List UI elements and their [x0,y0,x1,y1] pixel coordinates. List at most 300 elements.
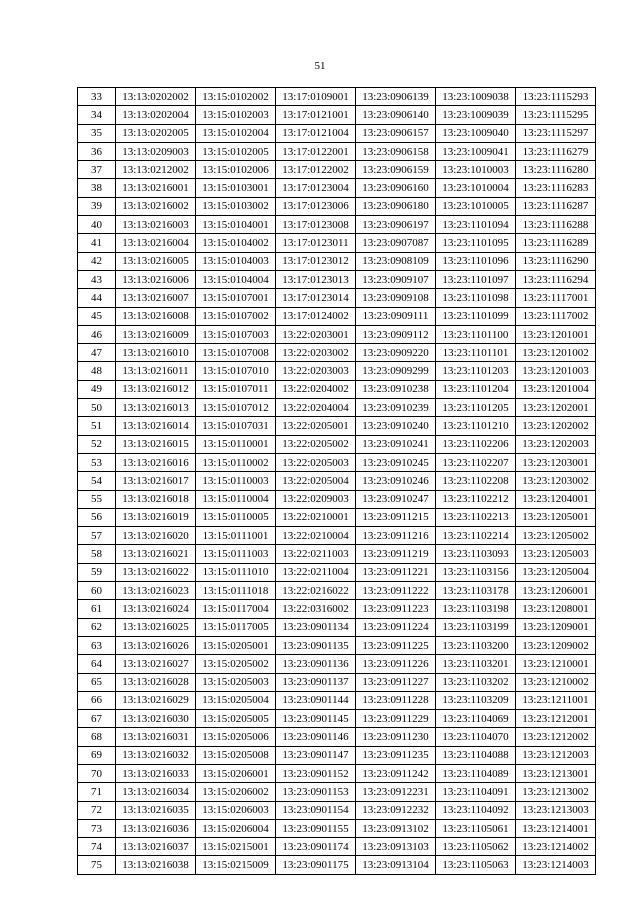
row-number-cell: 61 [78,600,116,618]
cadastral-number-cell: 13:23:1116280 [516,161,596,179]
cadastral-number-cell: 13:23:0911226 [356,655,436,673]
row-number-cell: 36 [78,142,116,160]
table-row [78,582,596,600]
cadastral-number-cell: 13:23:1105063 [436,856,516,874]
cadastral-number-cell: 13:22:0210004 [276,527,356,545]
cadastral-number-cell: 13:15:0107012 [196,399,276,417]
row-number-cell: 54 [78,472,116,490]
cadastral-number-cell: 13:13:0216026 [116,636,196,654]
cadastral-number-cell: 13:22:0316002 [276,600,356,618]
cadastral-number-cell: 13:23:1009039 [436,106,516,124]
cadastral-number-cell: 13:22:0210001 [276,508,356,526]
cadastral-number-cell: 13:23:0909108 [356,289,436,307]
cadastral-number-cell: 13:23:0911223 [356,600,436,618]
cadastral-number-cell: 13:13:0216015 [116,435,196,453]
cadastral-number-cell: 13:23:0906140 [356,106,436,124]
cadastral-number-cell: 13:23:1205002 [516,527,596,545]
row-number-cell: 37 [78,161,116,179]
cadastral-number-cell: 13:23:0906157 [356,124,436,142]
cadastral-number-cell: 13:15:0205002 [196,655,276,673]
cadastral-number-cell: 13:23:0911228 [356,691,436,709]
row-number-cell: 35 [78,124,116,142]
cadastral-number-cell: 13:15:0205001 [196,636,276,654]
cadastral-number-cell: 13:23:1210001 [516,655,596,673]
cadastral-number-cell: 13:13:0216018 [116,490,196,508]
cadastral-number-cell: 13:23:1101095 [436,234,516,252]
cadastral-number-cell: 13:23:1116294 [516,270,596,288]
cadastral-number-cell: 13:23:1116287 [516,197,596,215]
cadastral-number-cell: 13:23:1201002 [516,344,596,362]
cadastral-number-cell: 13:23:1214001 [516,819,596,837]
cadastral-number-cell: 13:23:1101094 [436,216,516,234]
cadastral-number-cell: 13:23:0911221 [356,563,436,581]
cadastral-number-cell: 13:23:1211001 [516,691,596,709]
table-row [78,563,596,581]
table-row [78,344,596,362]
table-row [78,234,596,252]
cadastral-number-cell: 13:15:0107011 [196,380,276,398]
table-row [78,673,596,691]
cadastral-number-cell: 13:13:0216029 [116,691,196,709]
table-row [78,783,596,801]
cadastral-number-cell: 13:15:0107031 [196,417,276,435]
table-row [78,838,596,856]
table-row [78,453,596,471]
table-row [78,710,596,728]
table-row [78,490,596,508]
cadastral-number-cell: 13:22:0203002 [276,344,356,362]
cadastral-number-cell: 13:23:1101210 [436,417,516,435]
table-row [78,728,596,746]
cadastral-number-cell: 13:15:0102002 [196,88,276,106]
row-number-cell: 39 [78,197,116,215]
cadastral-number-cell: 13:13:0216033 [116,764,196,782]
table-row [78,801,596,819]
table-row [78,289,596,307]
cadastral-number-cell: 13:23:1213003 [516,801,596,819]
cadastral-number-cell: 13:13:0212002 [116,161,196,179]
row-number-cell: 63 [78,636,116,654]
cadastral-number-cell: 13:15:0111001 [196,527,276,545]
cadastral-number-cell: 13:23:1201001 [516,325,596,343]
cadastral-number-cell: 13:23:1103199 [436,618,516,636]
row-number-cell: 72 [78,801,116,819]
cadastral-number-cell: 13:13:0216006 [116,270,196,288]
cadastral-number-cell: 13:15:0110005 [196,508,276,526]
cadastral-number-cell: 13:23:1213001 [516,764,596,782]
cadastral-number-cell: 13:23:1206001 [516,582,596,600]
table-row [78,764,596,782]
cadastral-number-cell: 13:23:0913102 [356,819,436,837]
cadastral-number-cell: 13:13:0216011 [116,362,196,380]
cadastral-number-cell: 13:23:0906160 [356,179,436,197]
cadastral-number-cell: 13:23:1202001 [516,399,596,417]
cadastral-number-cell: 13:23:1208001 [516,600,596,618]
table-row [78,161,596,179]
cadastral-number-cell: 13:23:1102213 [436,508,516,526]
cadastral-number-cell: 13:23:0909220 [356,344,436,362]
cadastral-number-cell: 13:15:0117004 [196,600,276,618]
cadastral-number-cell: 13:22:0204002 [276,380,356,398]
row-number-cell: 42 [78,252,116,270]
cadastral-number-cell: 13:23:0912232 [356,801,436,819]
cadastral-number-cell: 13:23:1105062 [436,838,516,856]
cadastral-number-cell: 13:13:0216023 [116,582,196,600]
cadastral-number-cell: 13:13:0216007 [116,289,196,307]
table-body [78,88,596,875]
table-row [78,307,596,325]
cadastral-number-cell: 13:23:0901153 [276,783,356,801]
cadastral-number-cell: 13:23:0911222 [356,582,436,600]
row-number-cell: 69 [78,746,116,764]
table-row [78,600,596,618]
cadastral-number-cell: 13:23:1102212 [436,490,516,508]
row-number-cell: 38 [78,179,116,197]
cadastral-number-cell: 13:23:1116279 [516,142,596,160]
cadastral-number-cell: 13:23:1116288 [516,216,596,234]
cadastral-number-cell: 13:13:0202005 [116,124,196,142]
cadastral-number-cell: 13:15:0205006 [196,728,276,746]
cadastral-number-cell: 13:23:1102207 [436,453,516,471]
cadastral-number-cell: 13:13:0216027 [116,655,196,673]
cadastral-number-cell: 13:23:1104069 [436,710,516,728]
table-row [78,325,596,343]
cadastral-number-cell: 13:15:0205005 [196,710,276,728]
row-number-cell: 64 [78,655,116,673]
cadastral-number-cell: 13:13:0216019 [116,508,196,526]
cadastral-number-cell: 13:15:0107001 [196,289,276,307]
cadastral-number-cell: 13:13:0216038 [116,856,196,874]
cadastral-number-cell: 13:13:0216017 [116,472,196,490]
row-number-cell: 68 [78,728,116,746]
cadastral-number-cell: 13:23:0911224 [356,618,436,636]
cadastral-number-cell: 13:23:1201003 [516,362,596,380]
cadastral-number-cell: 13:23:0901155 [276,819,356,837]
cadastral-number-cell: 13:23:1103156 [436,563,516,581]
cadastral-number-cell: 13:17:0123004 [276,179,356,197]
cadastral-number-cell: 13:23:0912231 [356,783,436,801]
row-number-cell: 33 [78,88,116,106]
cadastral-number-cell: 13:17:0123012 [276,252,356,270]
cadastral-number-cell: 13:15:0110004 [196,490,276,508]
cadastral-number-cell: 13:23:1101100 [436,325,516,343]
cadastral-number-cell: 13:15:0103002 [196,197,276,215]
cadastral-number-cell: 13:22:0204004 [276,399,356,417]
table-row [78,435,596,453]
cadastral-number-cell: 13:22:0203001 [276,325,356,343]
cadastral-number-cell: 13:15:0206004 [196,819,276,837]
cadastral-number-cell: 13:13:0216014 [116,417,196,435]
cadastral-number-cell: 13:15:0206002 [196,783,276,801]
cadastral-number-cell: 13:13:0216020 [116,527,196,545]
table-row [78,362,596,380]
row-number-cell: 34 [78,106,116,124]
cadastral-number-cell: 13:13:0216028 [116,673,196,691]
cadastral-number-cell: 13:13:0209003 [116,142,196,160]
table-row [78,124,596,142]
cadastral-number-cell: 13:23:0911215 [356,508,436,526]
cadastral-number-cell: 13:23:1115295 [516,106,596,124]
table-row [78,142,596,160]
cadastral-number-cell: 13:23:1212001 [516,710,596,728]
table-row [78,252,596,270]
cadastral-number-cell: 13:15:0111010 [196,563,276,581]
cadastral-number-cell: 13:23:1102214 [436,527,516,545]
table-row [78,856,596,874]
cadastral-number-cell: 13:15:0107003 [196,325,276,343]
row-number-cell: 65 [78,673,116,691]
cadastral-number-cell: 13:23:1103093 [436,545,516,563]
cadastral-number-cell: 13:23:0911229 [356,710,436,728]
cadastral-number-cell: 13:13:0216004 [116,234,196,252]
cadastral-number-cell: 13:23:0913104 [356,856,436,874]
cadastral-number-cell: 13:23:1101204 [436,380,516,398]
cadastral-number-cell: 13:23:1104092 [436,801,516,819]
cadastral-number-cell: 13:23:0909111 [356,307,436,325]
cadastral-number-cell: 13:23:1205004 [516,563,596,581]
cadastral-number-cell: 13:13:0216036 [116,819,196,837]
cadastral-number-cell: 13:23:1115297 [516,124,596,142]
cadastral-number-cell: 13:23:1212003 [516,746,596,764]
table-row [78,179,596,197]
cadastral-number-cell: 13:23:0910238 [356,380,436,398]
cadastral-number-cell: 13:23:1009040 [436,124,516,142]
table-row [78,380,596,398]
cadastral-number-cell: 13:23:0901136 [276,655,356,673]
cadastral-number-cell: 13:23:0906180 [356,197,436,215]
cadastral-number-cell: 13:23:0901135 [276,636,356,654]
cadastral-number-cell: 13:23:0906197 [356,216,436,234]
cadastral-number-cell: 13:15:0102006 [196,161,276,179]
page-number: 51 [314,60,326,72]
table-row [78,636,596,654]
cadastral-table [77,87,596,875]
cadastral-number-cell: 13:23:1202003 [516,435,596,453]
cadastral-number-cell: 13:13:0202002 [116,88,196,106]
cadastral-number-cell: 13:22:0211003 [276,545,356,563]
cadastral-number-cell: 13:23:0910241 [356,435,436,453]
cadastral-number-cell: 13:15:0107008 [196,344,276,362]
cadastral-number-cell: 13:13:0216022 [116,563,196,581]
cadastral-number-cell: 13:15:0107010 [196,362,276,380]
row-number-cell: 60 [78,582,116,600]
cadastral-number-cell: 13:23:0911242 [356,764,436,782]
row-number-cell: 53 [78,453,116,471]
cadastral-number-cell: 13:23:0908109 [356,252,436,270]
cadastral-number-cell: 13:23:0901145 [276,710,356,728]
row-number-cell: 56 [78,508,116,526]
cadastral-number-cell: 13:22:0205003 [276,453,356,471]
row-number-cell: 71 [78,783,116,801]
cadastral-number-cell: 13:23:0901152 [276,764,356,782]
cadastral-number-cell: 13:23:1104091 [436,783,516,801]
cadastral-number-cell: 13:17:0122002 [276,161,356,179]
cadastral-number-cell: 13:23:1009038 [436,88,516,106]
cadastral-number-cell: 13:23:1103201 [436,655,516,673]
cadastral-number-cell: 13:17:0121001 [276,106,356,124]
row-number-cell: 43 [78,270,116,288]
cadastral-number-cell: 13:17:0109001 [276,88,356,106]
cadastral-number-cell: 13:23:1103178 [436,582,516,600]
cadastral-number-cell: 13:13:0216024 [116,600,196,618]
cadastral-number-cell: 13:15:0103001 [196,179,276,197]
cadastral-number-cell: 13:23:0909299 [356,362,436,380]
table-row [78,197,596,215]
cadastral-number-cell: 13:23:1102206 [436,435,516,453]
cadastral-number-cell: 13:23:1105061 [436,819,516,837]
cadastral-number-cell: 13:15:0111018 [196,582,276,600]
row-number-cell: 40 [78,216,116,234]
cadastral-number-cell: 13:23:1205001 [516,508,596,526]
row-number-cell: 58 [78,545,116,563]
cadastral-number-cell: 13:13:0216035 [116,801,196,819]
cadastral-number-cell: 13:13:0216025 [116,618,196,636]
cadastral-number-cell: 13:23:1009041 [436,142,516,160]
cadastral-number-cell: 13:23:1209001 [516,618,596,636]
row-number-cell: 51 [78,417,116,435]
cadastral-number-cell: 13:23:0911227 [356,673,436,691]
cadastral-number-cell: 13:23:0913103 [356,838,436,856]
table-row [78,216,596,234]
row-number-cell: 57 [78,527,116,545]
cadastral-number-cell: 13:23:1101203 [436,362,516,380]
cadastral-number-cell: 13:17:0123011 [276,234,356,252]
cadastral-number-cell: 13:23:1101101 [436,344,516,362]
cadastral-number-cell: 13:13:0216001 [116,179,196,197]
cadastral-number-cell: 13:23:0907087 [356,234,436,252]
cadastral-number-cell: 13:23:1101099 [436,307,516,325]
cadastral-number-cell: 13:23:0911216 [356,527,436,545]
cadastral-number-cell: 13:15:0117005 [196,618,276,636]
cadastral-number-cell: 13:23:1213002 [516,783,596,801]
cadastral-number-cell: 13:15:0205003 [196,673,276,691]
cadastral-number-cell: 13:13:0216037 [116,838,196,856]
cadastral-number-cell: 13:23:1103200 [436,636,516,654]
row-number-cell: 70 [78,764,116,782]
cadastral-number-cell: 13:17:0123008 [276,216,356,234]
cadastral-number-cell: 13:23:1203002 [516,472,596,490]
table-row [78,508,596,526]
cadastral-number-cell: 13:23:1201004 [516,380,596,398]
row-number-cell: 55 [78,490,116,508]
cadastral-number-cell: 13:15:0110001 [196,435,276,453]
cadastral-number-cell: 13:23:1101096 [436,252,516,270]
cadastral-number-cell: 13:15:0205004 [196,691,276,709]
row-number-cell: 41 [78,234,116,252]
cadastral-number-cell: 13:13:0216002 [116,197,196,215]
cadastral-number-cell: 13:23:1117001 [516,289,596,307]
table-row [78,88,596,106]
cadastral-number-cell: 13:23:1212002 [516,728,596,746]
cadastral-number-cell: 13:23:0906159 [356,161,436,179]
cadastral-number-cell: 13:23:1103202 [436,673,516,691]
row-number-cell: 75 [78,856,116,874]
table-row [78,270,596,288]
row-number-cell: 67 [78,710,116,728]
cadastral-number-cell: 13:23:0901146 [276,728,356,746]
row-number-cell: 52 [78,435,116,453]
cadastral-number-cell: 13:23:0901147 [276,746,356,764]
cadastral-number-cell: 13:13:0216010 [116,344,196,362]
cadastral-number-cell: 13:15:0206001 [196,764,276,782]
cadastral-number-cell: 13:13:0216016 [116,453,196,471]
cadastral-number-cell: 13:23:1101097 [436,270,516,288]
cadastral-number-cell: 13:13:0216030 [116,710,196,728]
cadastral-number-cell: 13:23:1102208 [436,472,516,490]
row-number-cell: 62 [78,618,116,636]
cadastral-number-cell: 13:23:1010004 [436,179,516,197]
cadastral-number-cell: 13:15:0104002 [196,234,276,252]
cadastral-number-cell: 13:23:0911219 [356,545,436,563]
table-row [78,399,596,417]
table-row [78,655,596,673]
cadastral-number-cell: 13:22:0209003 [276,490,356,508]
cadastral-number-cell: 13:13:0216009 [116,325,196,343]
cadastral-number-cell: 13:23:0901137 [276,673,356,691]
cadastral-number-cell: 13:23:1116283 [516,179,596,197]
cadastral-number-cell: 13:23:1010005 [436,197,516,215]
cadastral-number-cell: 13:13:0216012 [116,380,196,398]
cadastral-number-cell: 13:15:0104001 [196,216,276,234]
row-number-cell: 48 [78,362,116,380]
cadastral-number-cell: 13:23:1101098 [436,289,516,307]
table-row [78,819,596,837]
cadastral-number-cell: 13:13:0216008 [116,307,196,325]
cadastral-number-cell: 13:22:0205004 [276,472,356,490]
cadastral-number-cell: 13:23:0911235 [356,746,436,764]
cadastral-number-cell: 13:15:0107002 [196,307,276,325]
cadastral-number-cell: 13:23:1210002 [516,673,596,691]
cadastral-number-cell: 13:23:1104089 [436,764,516,782]
cadastral-number-cell: 13:23:0911225 [356,636,436,654]
table-row [78,691,596,709]
cadastral-number-cell: 13:15:0215001 [196,838,276,856]
table-row [78,545,596,563]
cadastral-number-cell: 13:23:0901134 [276,618,356,636]
cadastral-number-cell: 13:23:1101205 [436,399,516,417]
cadastral-number-cell: 13:13:0216032 [116,746,196,764]
cadastral-number-cell: 13:23:0909112 [356,325,436,343]
row-number-cell: 66 [78,691,116,709]
row-number-cell: 59 [78,563,116,581]
cadastral-number-cell: 13:13:0216003 [116,216,196,234]
cadastral-number-cell: 13:23:0910246 [356,472,436,490]
table-row [78,472,596,490]
cadastral-number-cell: 13:22:0216022 [276,582,356,600]
cadastral-number-cell: 13:23:1204001 [516,490,596,508]
cadastral-number-cell: 13:23:1103198 [436,600,516,618]
cadastral-number-cell: 13:23:1103209 [436,691,516,709]
cadastral-number-cell: 13:13:0216021 [116,545,196,563]
cadastral-number-cell: 13:15:0110002 [196,453,276,471]
cadastral-number-cell: 13:15:0110003 [196,472,276,490]
cadastral-number-cell: 13:13:0202004 [116,106,196,124]
table-row [78,417,596,435]
row-number-cell: 73 [78,819,116,837]
cadastral-number-cell: 13:23:0909107 [356,270,436,288]
cadastral-number-cell: 13:23:0901175 [276,856,356,874]
cadastral-number-cell: 13:23:1115293 [516,88,596,106]
cadastral-number-cell: 13:23:1116289 [516,234,596,252]
cadastral-number-cell: 13:23:1104070 [436,728,516,746]
cadastral-number-cell: 13:15:0104003 [196,252,276,270]
cadastral-number-cell: 13:15:0215009 [196,856,276,874]
cadastral-number-cell: 13:15:0111003 [196,545,276,563]
row-number-cell: 50 [78,399,116,417]
cadastral-number-cell: 13:22:0203003 [276,362,356,380]
cadastral-number-cell: 13:22:0205001 [276,417,356,435]
cadastral-number-cell: 13:23:0901144 [276,691,356,709]
